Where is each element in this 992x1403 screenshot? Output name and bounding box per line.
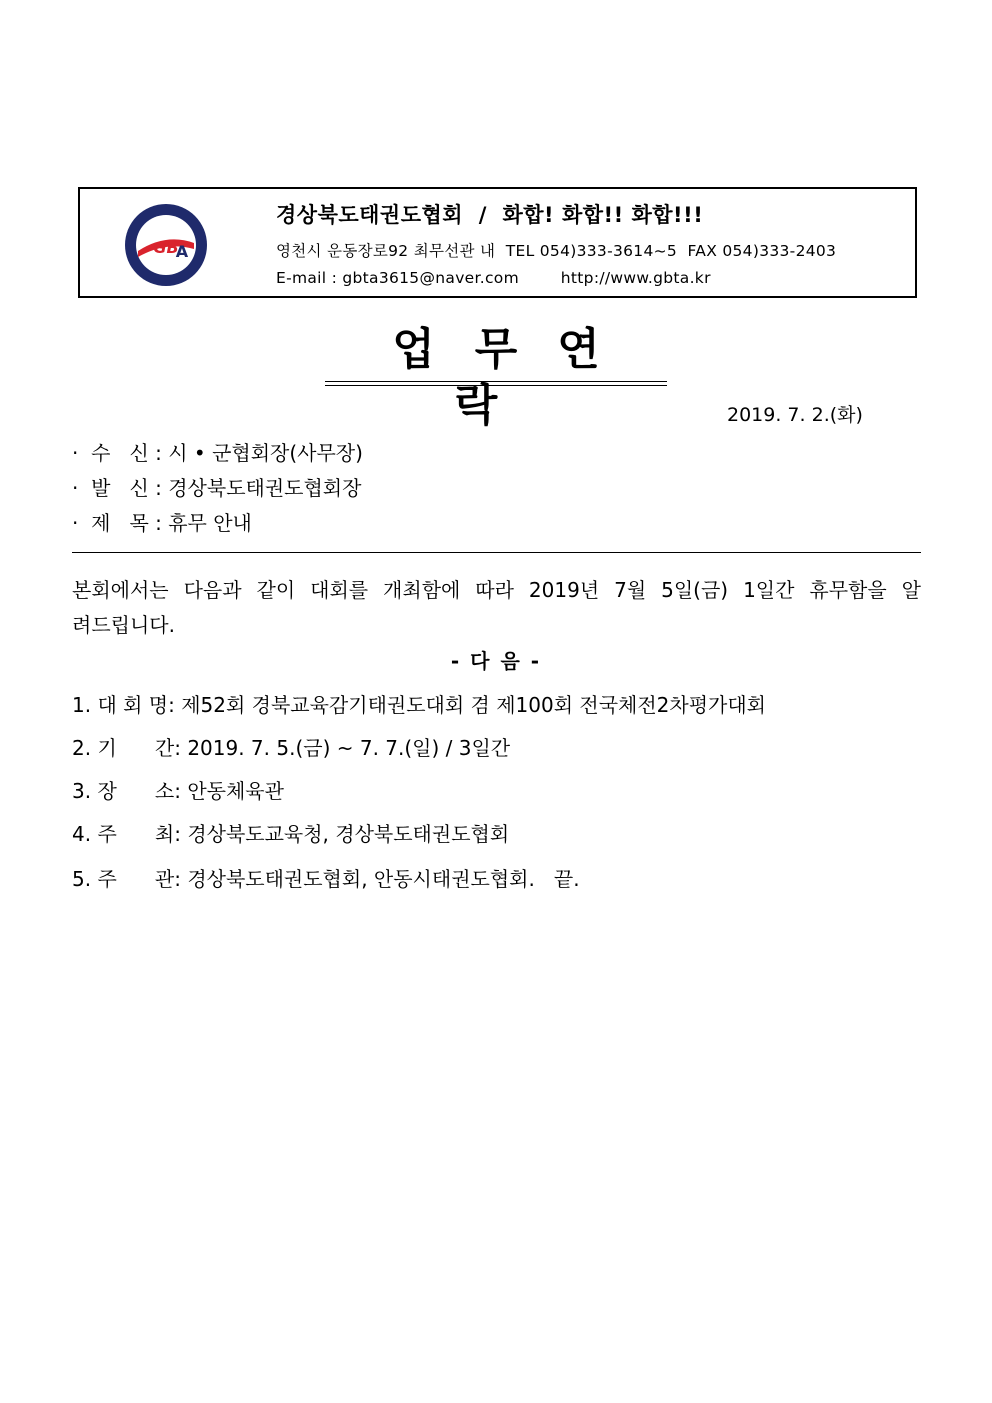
list-item: 5. 주 관: 경상북도태권도협회, 안동시태권도협회. 끝. bbox=[72, 867, 580, 891]
sender-line: · 발 신 : 경상북도태권도협회장 bbox=[72, 476, 362, 500]
org-address: 영천시 운동장로92 최무선관 내 TEL 054)333-3614~5 FAX 054)333-2403 bbox=[276, 242, 837, 260]
body-paragraph: 본회에서는 다음과 같이 대회를 개최함에 따라 2019년 7월 5일(금) 1일간 휴무함을 알려드립니다. bbox=[72, 578, 921, 637]
list-item: 2. 기 간: 2019. 7. 5.(금) ~ 7. 7.(일) / 3일간 bbox=[72, 736, 511, 760]
title-underline-second bbox=[325, 385, 667, 386]
list-item: 3. 장 소: 안동체육관 bbox=[72, 779, 284, 803]
recipient-line: · 수 신 : 시 • 군협회장(사무장) bbox=[72, 441, 363, 465]
divider bbox=[72, 552, 921, 553]
list-item: 4. 주 최: 경상북도교육청, 경상북도태권도협회 bbox=[72, 822, 510, 846]
gbta-logo bbox=[124, 203, 208, 287]
list-item: 1. 대 회 명: 제52회 경북교육감기태권도대회 겸 제100회 전국체전2차평가대회 bbox=[72, 693, 766, 717]
document-date: 2019. 7. 2.(화) bbox=[727, 404, 863, 426]
org-contact: E-mail : gbta3615@naver.com http://www.gbta.kr bbox=[276, 269, 711, 287]
letterhead-box bbox=[78, 187, 917, 298]
svg-text:A: A bbox=[175, 242, 189, 261]
subject-line: · 제 목 : 휴무 안내 bbox=[72, 511, 252, 535]
org-slogan: 경상북도태권도협회 / 화합! 화합!! 화합!!! bbox=[276, 203, 704, 227]
svg-text:GB: GB bbox=[153, 238, 179, 257]
document-title: 업무연락 bbox=[392, 324, 640, 431]
daum-heading: - 다 음 - bbox=[450, 649, 542, 673]
title-underline bbox=[325, 381, 667, 382]
